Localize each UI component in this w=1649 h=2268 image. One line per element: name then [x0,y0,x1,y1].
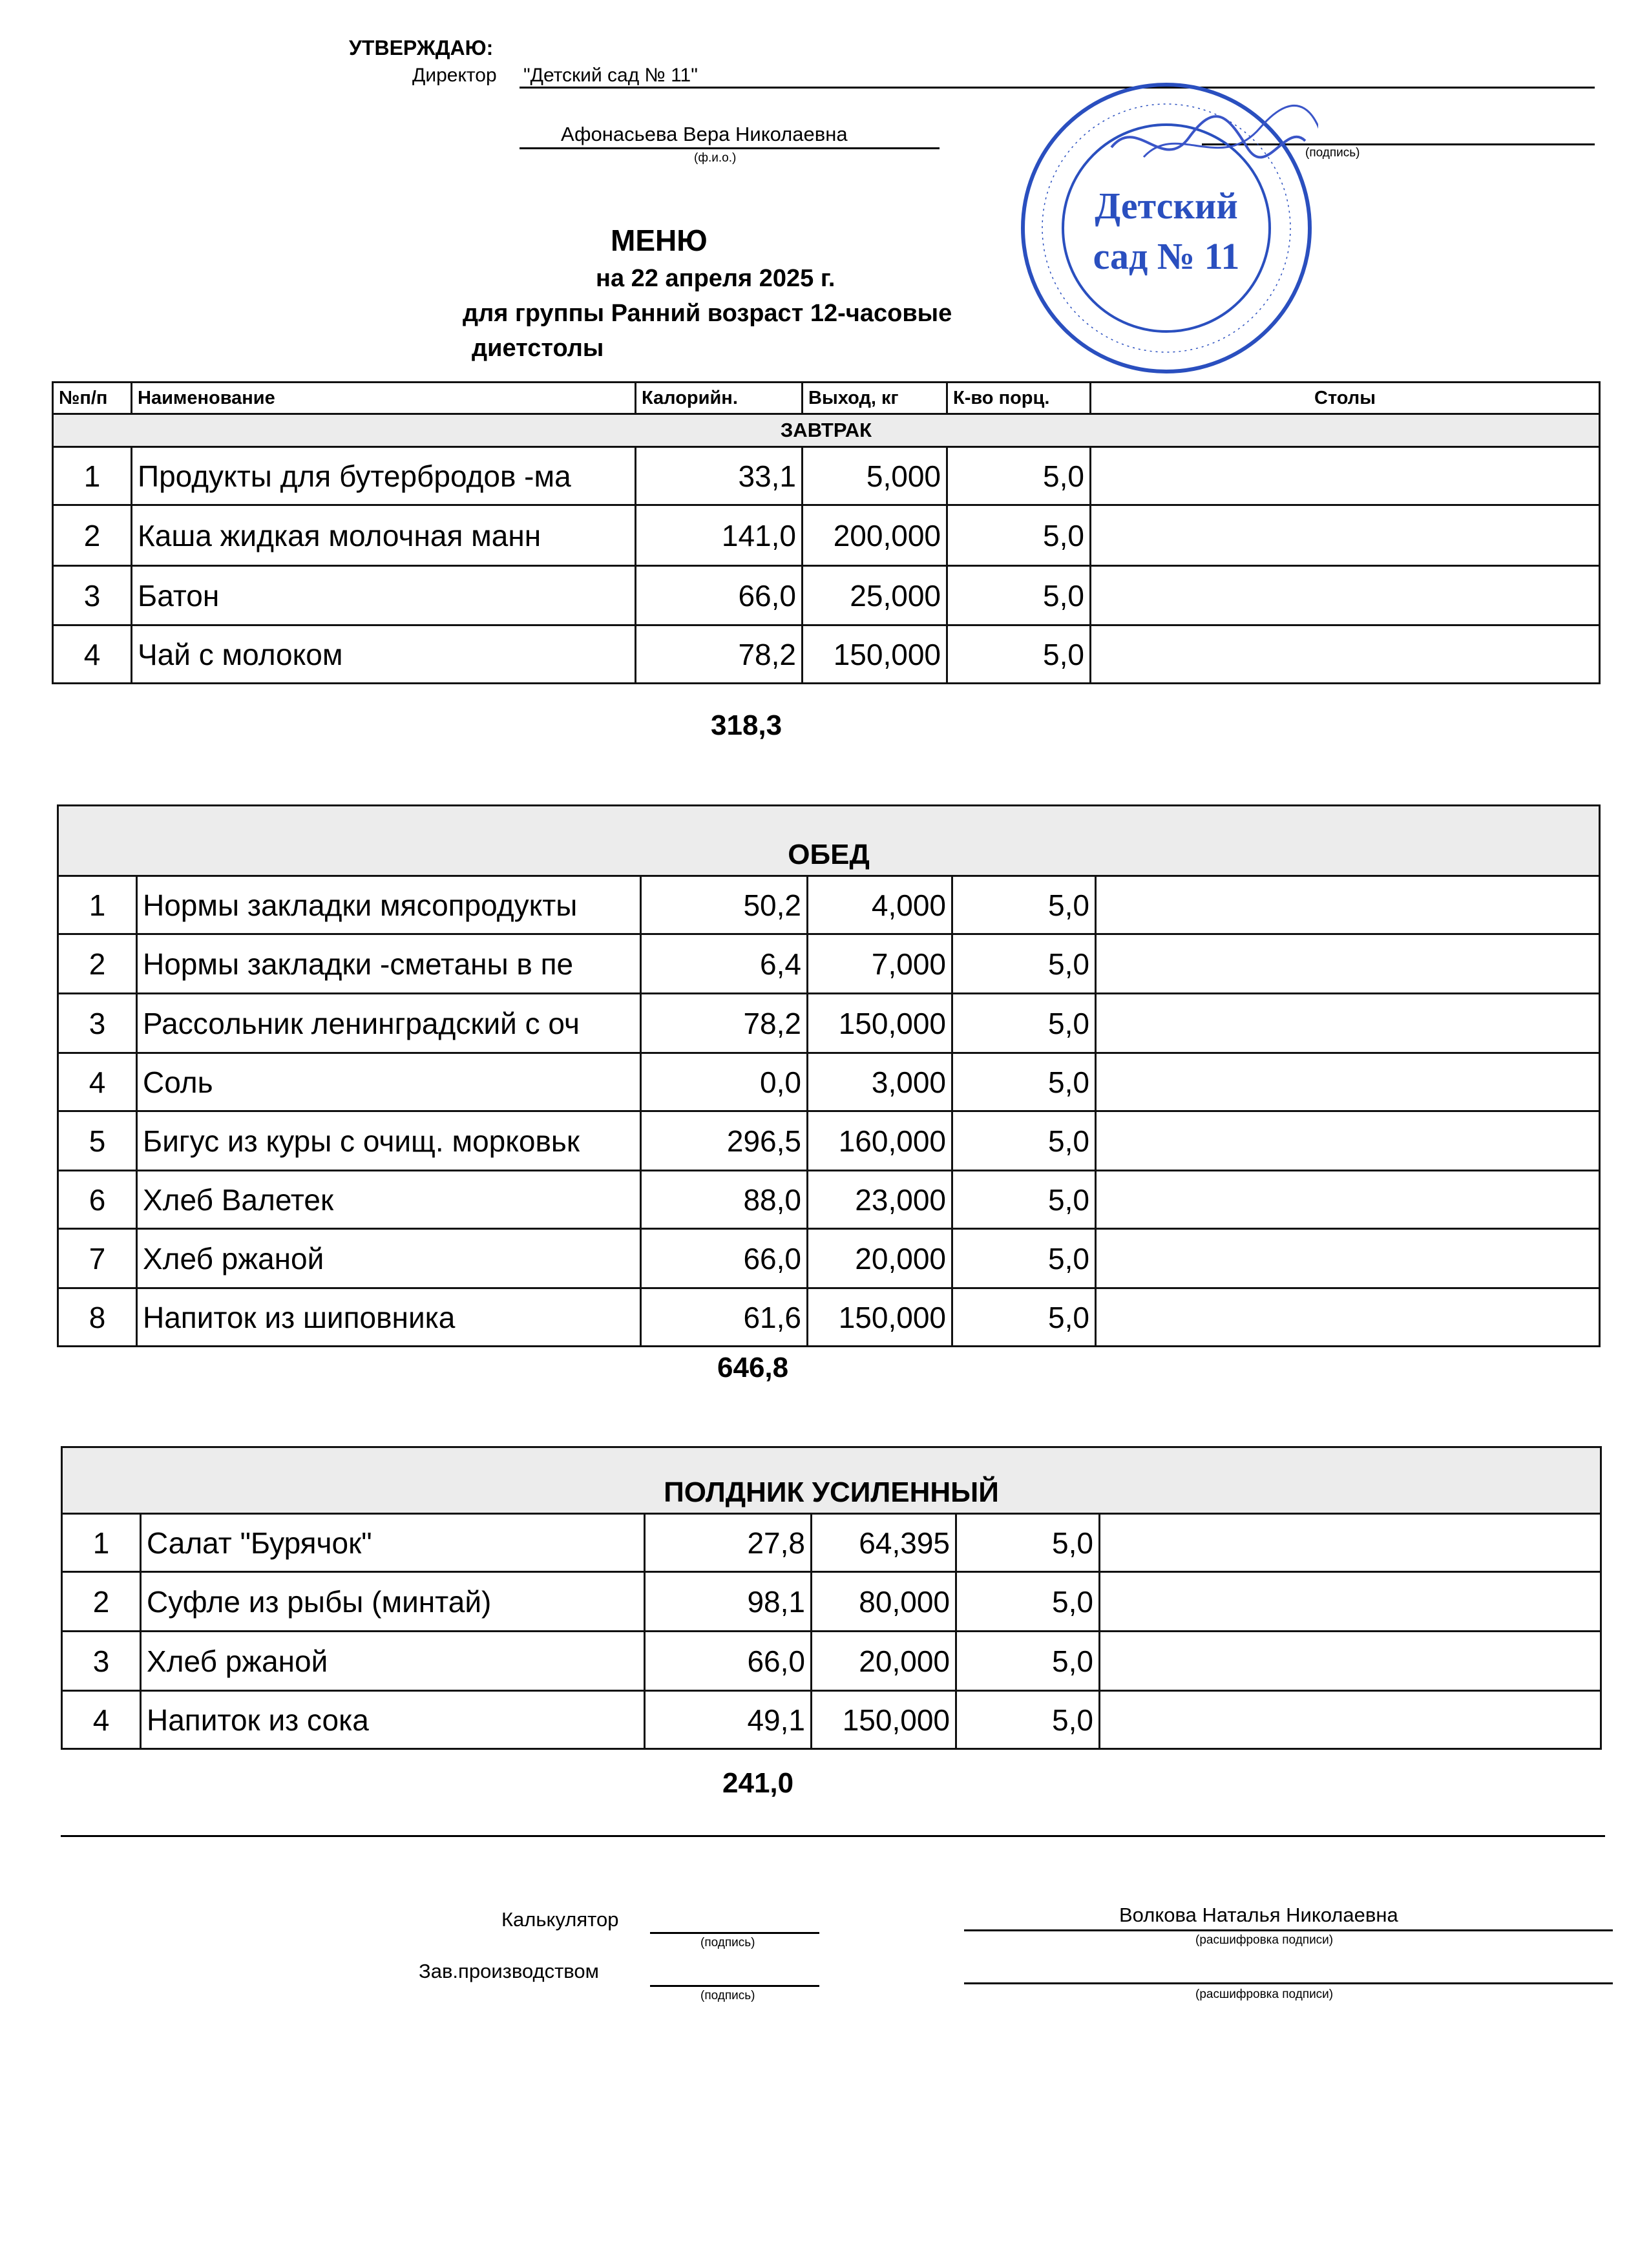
calc-label: Калькулятор [501,1908,619,1931]
table-row [62,1572,1601,1632]
yield: 20,000 [812,1632,956,1691]
calories: 66,0 [645,1632,812,1691]
row-number: 5 [58,1111,137,1171]
calories: 98,1 [645,1572,812,1632]
portions: 5,0 [952,1111,1096,1171]
yield: 200,000 [803,505,947,566]
table-row [53,566,1600,625]
yield: 150,000 [808,994,952,1053]
director-name: Афонасьева Вера Николаевна [561,123,848,145]
dish-name: Продукты для бутербродов -ма [132,447,636,505]
portions: 5,0 [952,994,1096,1053]
calc-sign-line [650,1932,819,1934]
diet-line: диетстолы [472,335,604,362]
yield: 150,000 [803,625,947,684]
breakfast-table [52,381,1601,684]
section-title: ОБЕД [58,806,1600,876]
tables-cell [1096,994,1600,1053]
dish-name: Хлеб ржаной [141,1632,645,1691]
table-row [58,1288,1600,1347]
tables-cell [1096,1171,1600,1229]
row-number: 4 [53,625,132,684]
prod-label: Зав.производством [419,1960,599,1982]
col-portions: К-во порц. [947,383,1091,414]
row-number: 7 [58,1229,137,1288]
dish-name: Суфле из рыбы (минтай) [141,1572,645,1632]
menu-title: МЕНЮ [611,224,708,257]
breakfast-total: 318,3 [711,709,782,741]
yield: 150,000 [808,1288,952,1347]
prod-sign-line [650,1985,819,1987]
yield: 150,000 [812,1691,956,1749]
calories: 66,0 [641,1229,808,1288]
portions: 5,0 [956,1691,1100,1749]
calories: 27,8 [645,1514,812,1572]
prod-sign-hint: (подпись) [700,1989,755,2002]
dish-name: Бигус из куры с очищ. морковьк [137,1111,641,1171]
row-number: 3 [58,994,137,1053]
table-row [58,1171,1600,1229]
group-line [463,300,952,328]
tables-cell [1091,447,1600,505]
portions: 5,0 [947,625,1091,684]
tables-cell [1091,625,1600,684]
calories: 33,1 [636,447,803,505]
row-number: 2 [58,934,137,994]
dish-name: Салат "Бурячок" [141,1514,645,1572]
calories: 50,2 [641,876,808,934]
row-number: 4 [62,1691,141,1749]
yield: 20,000 [808,1229,952,1288]
row-number: 1 [62,1514,141,1572]
stamp-line1: Детский [1095,185,1238,227]
calories: 6,4 [641,934,808,994]
snack-total: 241,0 [722,1767,794,1799]
tables-cell [1096,1053,1600,1111]
calories: 78,2 [641,994,808,1053]
table-row [53,447,1600,505]
calc-name-line [964,1929,1613,1931]
yield: 64,395 [812,1514,956,1572]
portions: 5,0 [947,505,1091,566]
tables-cell [1096,934,1600,994]
table-row [58,1229,1600,1288]
dish-name: Напиток из шиповника [137,1288,641,1347]
portions: 5,0 [947,566,1091,625]
tables-cell [1091,505,1600,566]
row-number: 1 [53,447,132,505]
row-number: 8 [58,1288,137,1347]
table-row [62,1514,1601,1572]
tables-cell [1096,1288,1600,1347]
dish-name: Нормы закладки мясопродукты [137,876,641,934]
dish-name: Хлеб ржаной [137,1229,641,1288]
col-num: №п/п [53,383,132,414]
tables-cell [1100,1572,1601,1632]
signature-hint: (подпись) [1305,146,1360,160]
section-title-row [58,806,1600,876]
calc-sign-hint: (подпись) [700,1936,755,1949]
calories: 296,5 [641,1111,808,1171]
table-row [62,1691,1601,1749]
row-number: 2 [53,505,132,566]
table-row [62,1632,1601,1691]
director-label: Директор [412,65,497,86]
yield: 160,000 [808,1111,952,1171]
dish-name: Нормы закладки -сметаны в пе [137,934,641,994]
group-name: Ранний возраст 12-часовые [611,300,952,327]
portions: 5,0 [956,1572,1100,1632]
yield: 25,000 [803,566,947,625]
row-number: 4 [58,1053,137,1111]
row-number: 3 [53,566,132,625]
yield: 3,000 [808,1053,952,1111]
table-row [53,505,1600,566]
table-header-row [53,383,1600,414]
tables-cell [1096,876,1600,934]
tables-cell [1096,1229,1600,1288]
stamp-line2: сад № 11 [1093,235,1240,277]
table-row [58,1053,1600,1111]
portions: 5,0 [952,1288,1096,1347]
dish-name: Каша жидкая молочная манн [132,505,636,566]
prod-decode-hint: (расшифровка подписи) [1195,1988,1334,2001]
col-tables: Столы [1091,383,1600,414]
tables-cell [1100,1691,1601,1749]
tables-cell [1096,1111,1600,1171]
table-row [58,994,1600,1053]
calories: 141,0 [636,505,803,566]
yield: 7,000 [808,934,952,994]
yield: 80,000 [812,1572,956,1632]
portions: 5,0 [956,1632,1100,1691]
yield: 4,000 [808,876,952,934]
table-row [58,876,1600,934]
col-calories: Калорийн. [636,383,803,414]
calories: 61,6 [641,1288,808,1347]
row-number: 3 [62,1632,141,1691]
section-title: ЗАВТРАК [53,414,1600,447]
calories: 66,0 [636,566,803,625]
calc-name: Волкова Наталья Николаевна [1119,1904,1398,1926]
section-title-row [62,1447,1601,1514]
calories: 0,0 [641,1053,808,1111]
portions: 5,0 [952,1229,1096,1288]
date-prefix: на [596,265,625,292]
portions: 5,0 [952,1053,1096,1111]
table-row [58,934,1600,994]
director-org: "Детский сад № 11" [523,65,698,86]
fio-hint: (ф.и.о.) [694,151,737,165]
table-row [58,1111,1600,1171]
row-number: 1 [58,876,137,934]
footer-divider [61,1835,1605,1837]
table-row [53,625,1600,684]
portions: 5,0 [952,1171,1096,1229]
approve-label: УТВЕРЖДАЮ: [349,36,494,59]
col-yield: Выход, кг [803,383,947,414]
dish-name: Хлеб Валетек [137,1171,641,1229]
dish-name: Напиток из сока [141,1691,645,1749]
date-line [596,265,835,293]
row-number: 6 [58,1171,137,1229]
calc-decode-hint: (расшифровка подписи) [1195,1933,1334,1947]
menu-date: 22 апреля 2025 г. [631,265,835,292]
fio-underline [520,147,940,149]
section-title: ПОЛДНИК УСИЛЕННЫЙ [62,1447,1601,1514]
tables-cell [1100,1514,1601,1572]
portions: 5,0 [952,876,1096,934]
group-prefix: для группы [463,300,605,327]
dish-name: Батон [132,566,636,625]
tables-cell [1091,566,1600,625]
portions: 5,0 [956,1514,1100,1572]
portions: 5,0 [947,447,1091,505]
prod-name-line [964,1982,1613,1984]
dish-name: Рассольник ленинградский с оч [137,994,641,1053]
dish-name: Чай с молоком [132,625,636,684]
calories: 49,1 [645,1691,812,1749]
calories: 78,2 [636,625,803,684]
lunch-table [57,804,1601,1347]
calories: 88,0 [641,1171,808,1229]
section-title-row [53,414,1600,447]
dish-name: Соль [137,1053,641,1111]
portions: 5,0 [952,934,1096,994]
yield: 5,000 [803,447,947,505]
lunch-total: 646,8 [717,1352,789,1383]
row-number: 2 [62,1572,141,1632]
snack-table [61,1446,1602,1750]
yield: 23,000 [808,1171,952,1229]
col-name: Наименование [132,383,636,414]
round-stamp-icon [1014,76,1318,380]
tables-cell [1100,1632,1601,1691]
